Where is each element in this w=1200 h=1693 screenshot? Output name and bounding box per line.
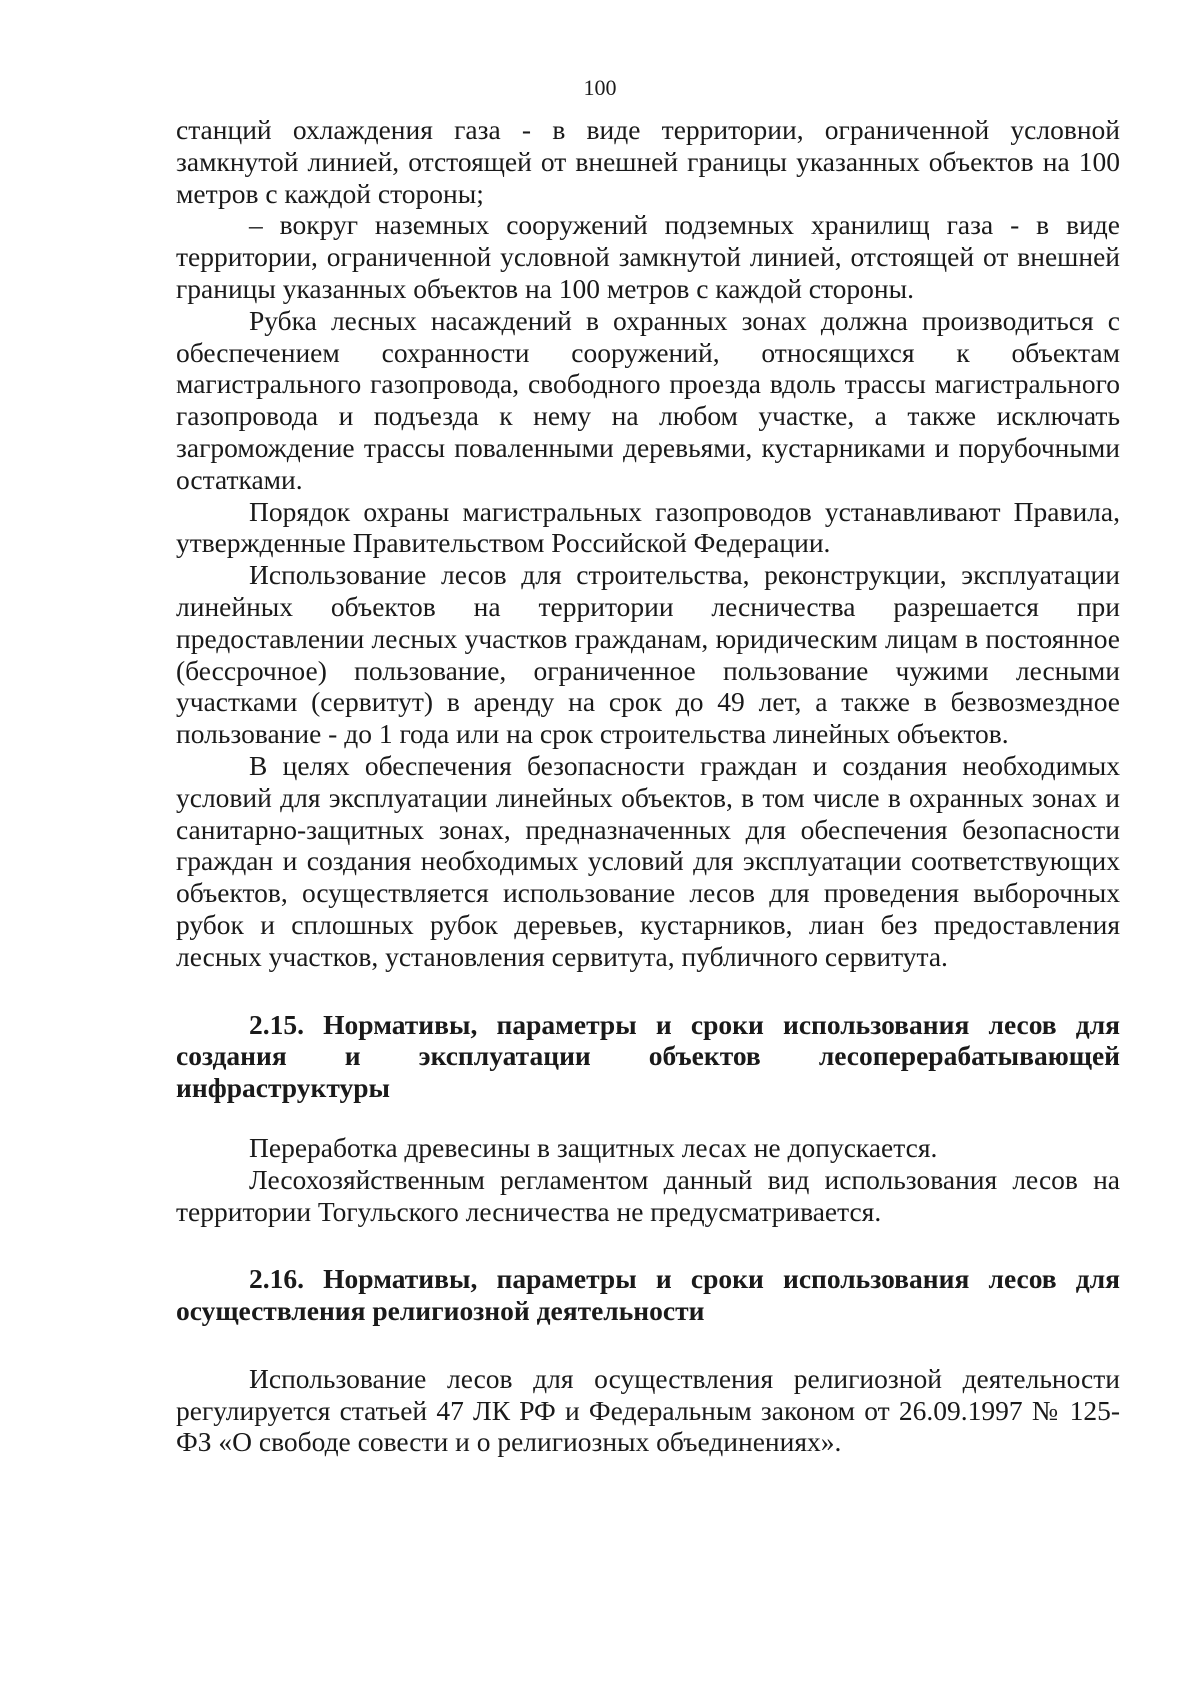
paragraph-felling-protection-zones: Рубка лесных насаждений в охранных зонах должна производиться с обеспечением сохранности сооружений, относящихся к объектам магистрального газопровода, свободного проезда вдоль трассы магистрального газопровода и подъезда к нему на любом участке, а также исключать загромождение трассы поваленными деревьями, кустарниками и порубочными остатками.	[176, 304, 1120, 495]
paragraph-linear-objects-use: Использование лесов для строительства, реконструкции, эксплуатации линейных объектов на территории лесничества разрешается при предоставлении лесных участков гражданам, юридическим лицам в постоянное (бессрочное) пользование, ограниченное пользование чужими лесными участками (сервитут) в аренду на срок до 49 лет, а также в безвозмездное пользование - до 1 года или на срок строительства линейных объектов.	[176, 559, 1120, 750]
paragraph-regulation-not-provided: Лесохозяйственным регламентом данный вид использования лесов на территории Тогульского лесничества не предусматривается.	[176, 1163, 1120, 1227]
paragraph-wood-processing: Переработка древесины в защитных лесах не допускается.	[249, 1131, 938, 1163]
paragraph-religious-activity: Использование лесов для осуществления религиозной деятельности регулируется статьей 47 ЛК РФ и Федеральным законом от 26.09.1997 № 125-ФЗ «О свободе совести и о религиозных объединениях».	[176, 1362, 1120, 1458]
paragraph-list-item: – вокруг наземных сооружений подземных хранилищ газа - в виде территории, ограниченной условной замкнутой линией, отстоящей от внешней границы указанных объектов на 100 метров с каждой стороны.	[176, 209, 1120, 304]
document-body	[176, 114, 1120, 1458]
section-heading-2-15: 2.15. Нормативы, параметры и сроки использования лесов для создания и эксплуатации объектов лесоперерабатывающей инфраструктуры	[176, 1008, 1120, 1104]
paragraph-continuation: станций охлаждения газа - в виде территории, ограниченной условной замкнутой линией, отстоящей от внешней границы указанных объектов на 100 метров с каждой стороны;	[176, 114, 1120, 209]
page-number: 100	[583, 75, 617, 100]
paragraph-protection-rules: Порядок охраны магистральных газопроводов устанавливают Правила, утвержденные Правительством Российской Федерации.	[176, 495, 1120, 559]
section-heading-2-16: 2.16. Нормативы, параметры и сроки использования лесов для осуществления религиозной деятельности	[176, 1263, 1120, 1327]
paragraph-safety-felling: В целях обеспечения безопасности граждан и создания необходимых условий для эксплуатации линейных объектов, в том числе в охранных зонах и санитарно-защитных зонах, предназначенных для обеспечения безопасности граждан и создания необходимых условий для эксплуатации соответствующих объектов, осуществляется использование лесов для проведения выборочных рубок и сплошных рубок деревьев, кустарников, лиан без предоставления лесных участков, установления сервитута, публичного сервитута.	[176, 749, 1120, 972]
